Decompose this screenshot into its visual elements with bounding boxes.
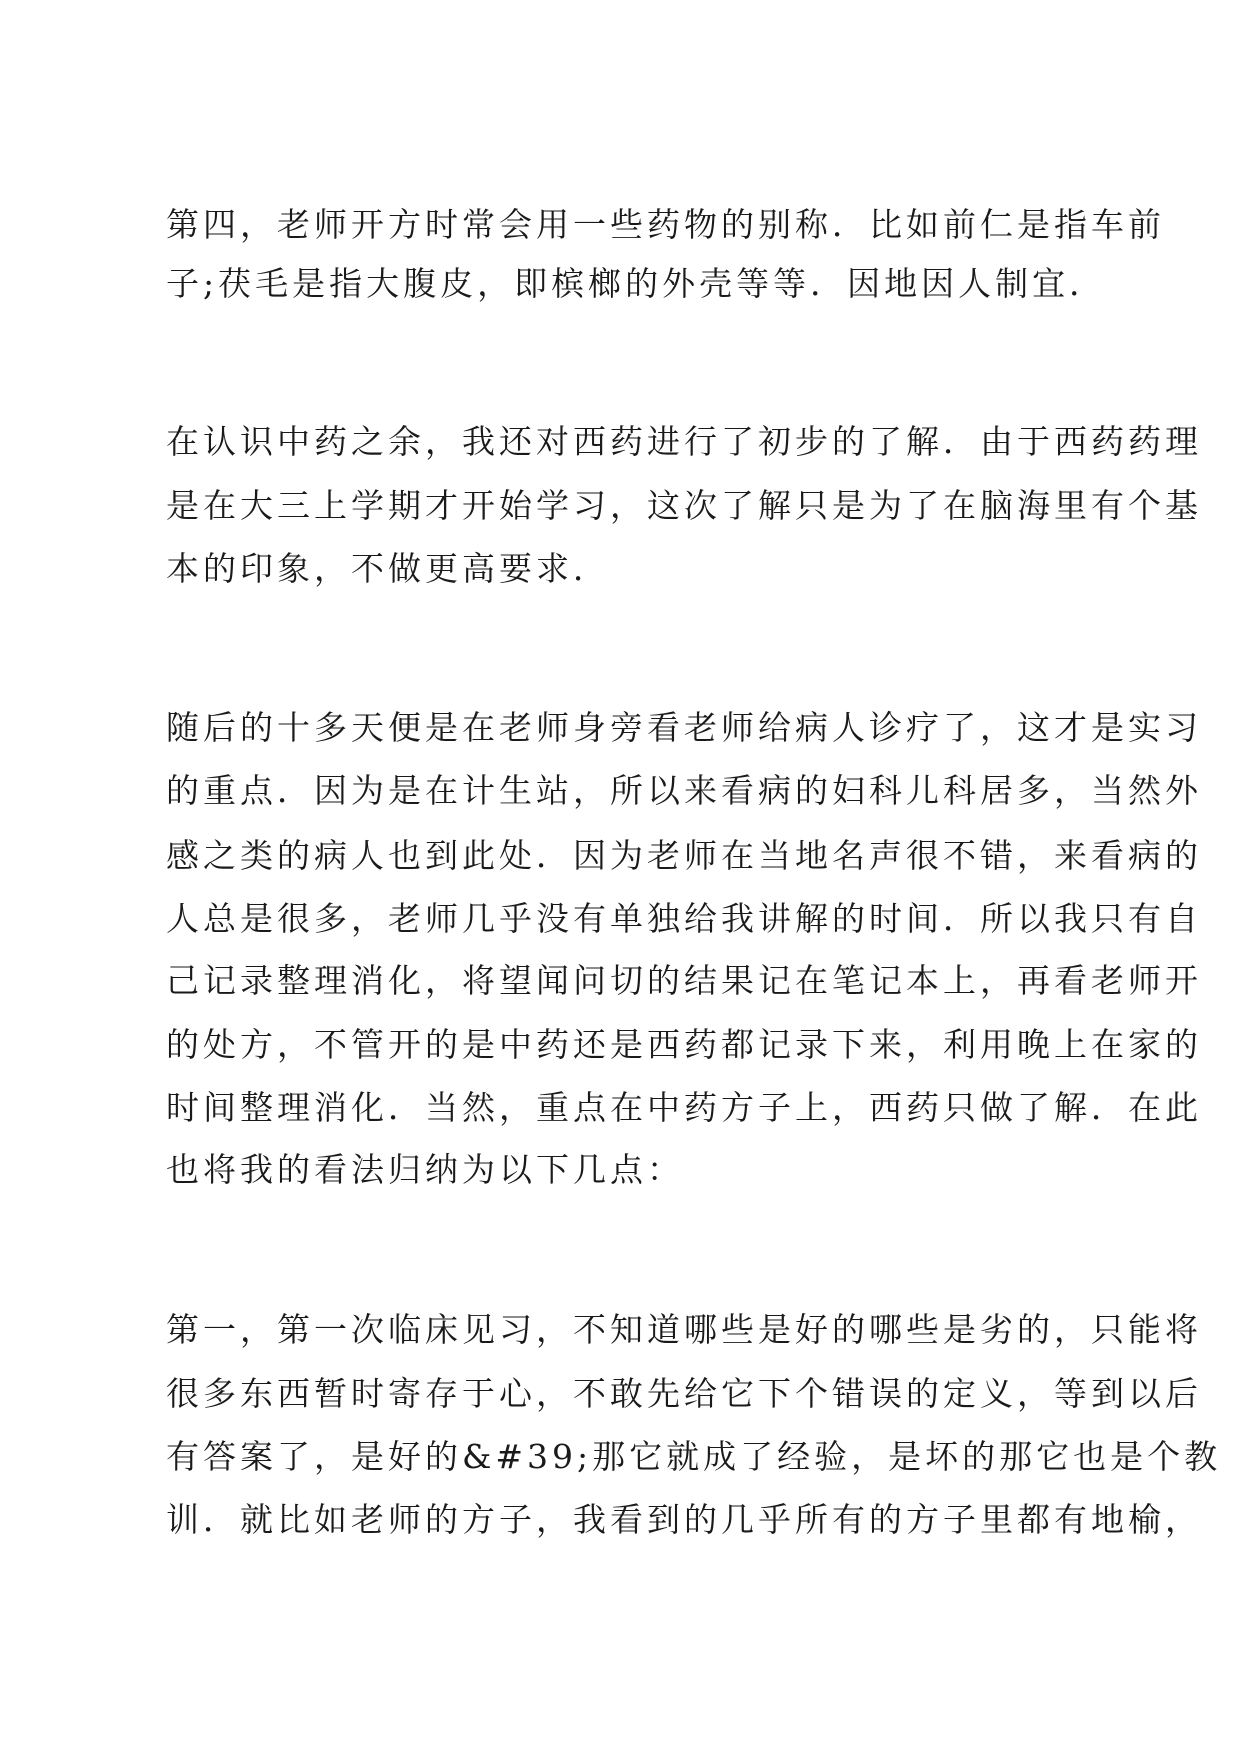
- text-line: 的处方，不管开的是中药还是西药都记录下来，利用晚上在家的: [166, 1025, 1202, 1064]
- text-line: 子;茯毛是指大腹皮，即槟榔的外壳等等．因地因人制宜．: [166, 264, 1107, 303]
- text-line: 的重点．因为是在计生站，所以来看病的妇科儿科居多，当然外: [166, 771, 1202, 810]
- text-line: 是在大三上学期才开始学习，这次了解只是为了在脑海里有个基: [166, 486, 1202, 525]
- text-line: 人总是很多，老师几乎没有单独给我讲解的时间．所以我只有自: [166, 899, 1202, 938]
- text-line: 第四，老师开方时常会用一些药物的别称．比如前仁是指车前: [166, 205, 1165, 244]
- text-line: 训．就比如老师的方子，我看到的几乎所有的方子里都有地榆，: [166, 1500, 1202, 1539]
- text-line: 也将我的看法归纳为以下几点：: [166, 1150, 684, 1189]
- text-line: 时间整理消化．当然，重点在中药方子上，西药只做了解．在此: [166, 1088, 1202, 1127]
- text-line: 随后的十多天便是在老师身旁看老师给病人诊疗了，这才是实习: [166, 708, 1202, 747]
- text-line: 己记录整理消化，将望闻问切的结果记在笔记本上，再看老师开: [166, 961, 1202, 1000]
- text-line: 很多东西暂时寄存于心，不敢先给它下个错误的定义，等到以后: [166, 1374, 1202, 1413]
- text-line: 本的印象，不做更高要求．: [166, 549, 610, 588]
- text-line: 第一，第一次临床见习，不知道哪些是好的哪些是劣的，只能将: [166, 1310, 1202, 1349]
- text-line: 有答案了，是好的&#39;那它就成了经验，是坏的那它也是个教: [166, 1437, 1222, 1476]
- text-line: 在认识中药之余，我还对西药进行了初步的了解．由于西药药理: [166, 422, 1202, 461]
- text-line: 感之类的病人也到此处．因为老师在当地名声很不错，来看病的: [166, 836, 1202, 875]
